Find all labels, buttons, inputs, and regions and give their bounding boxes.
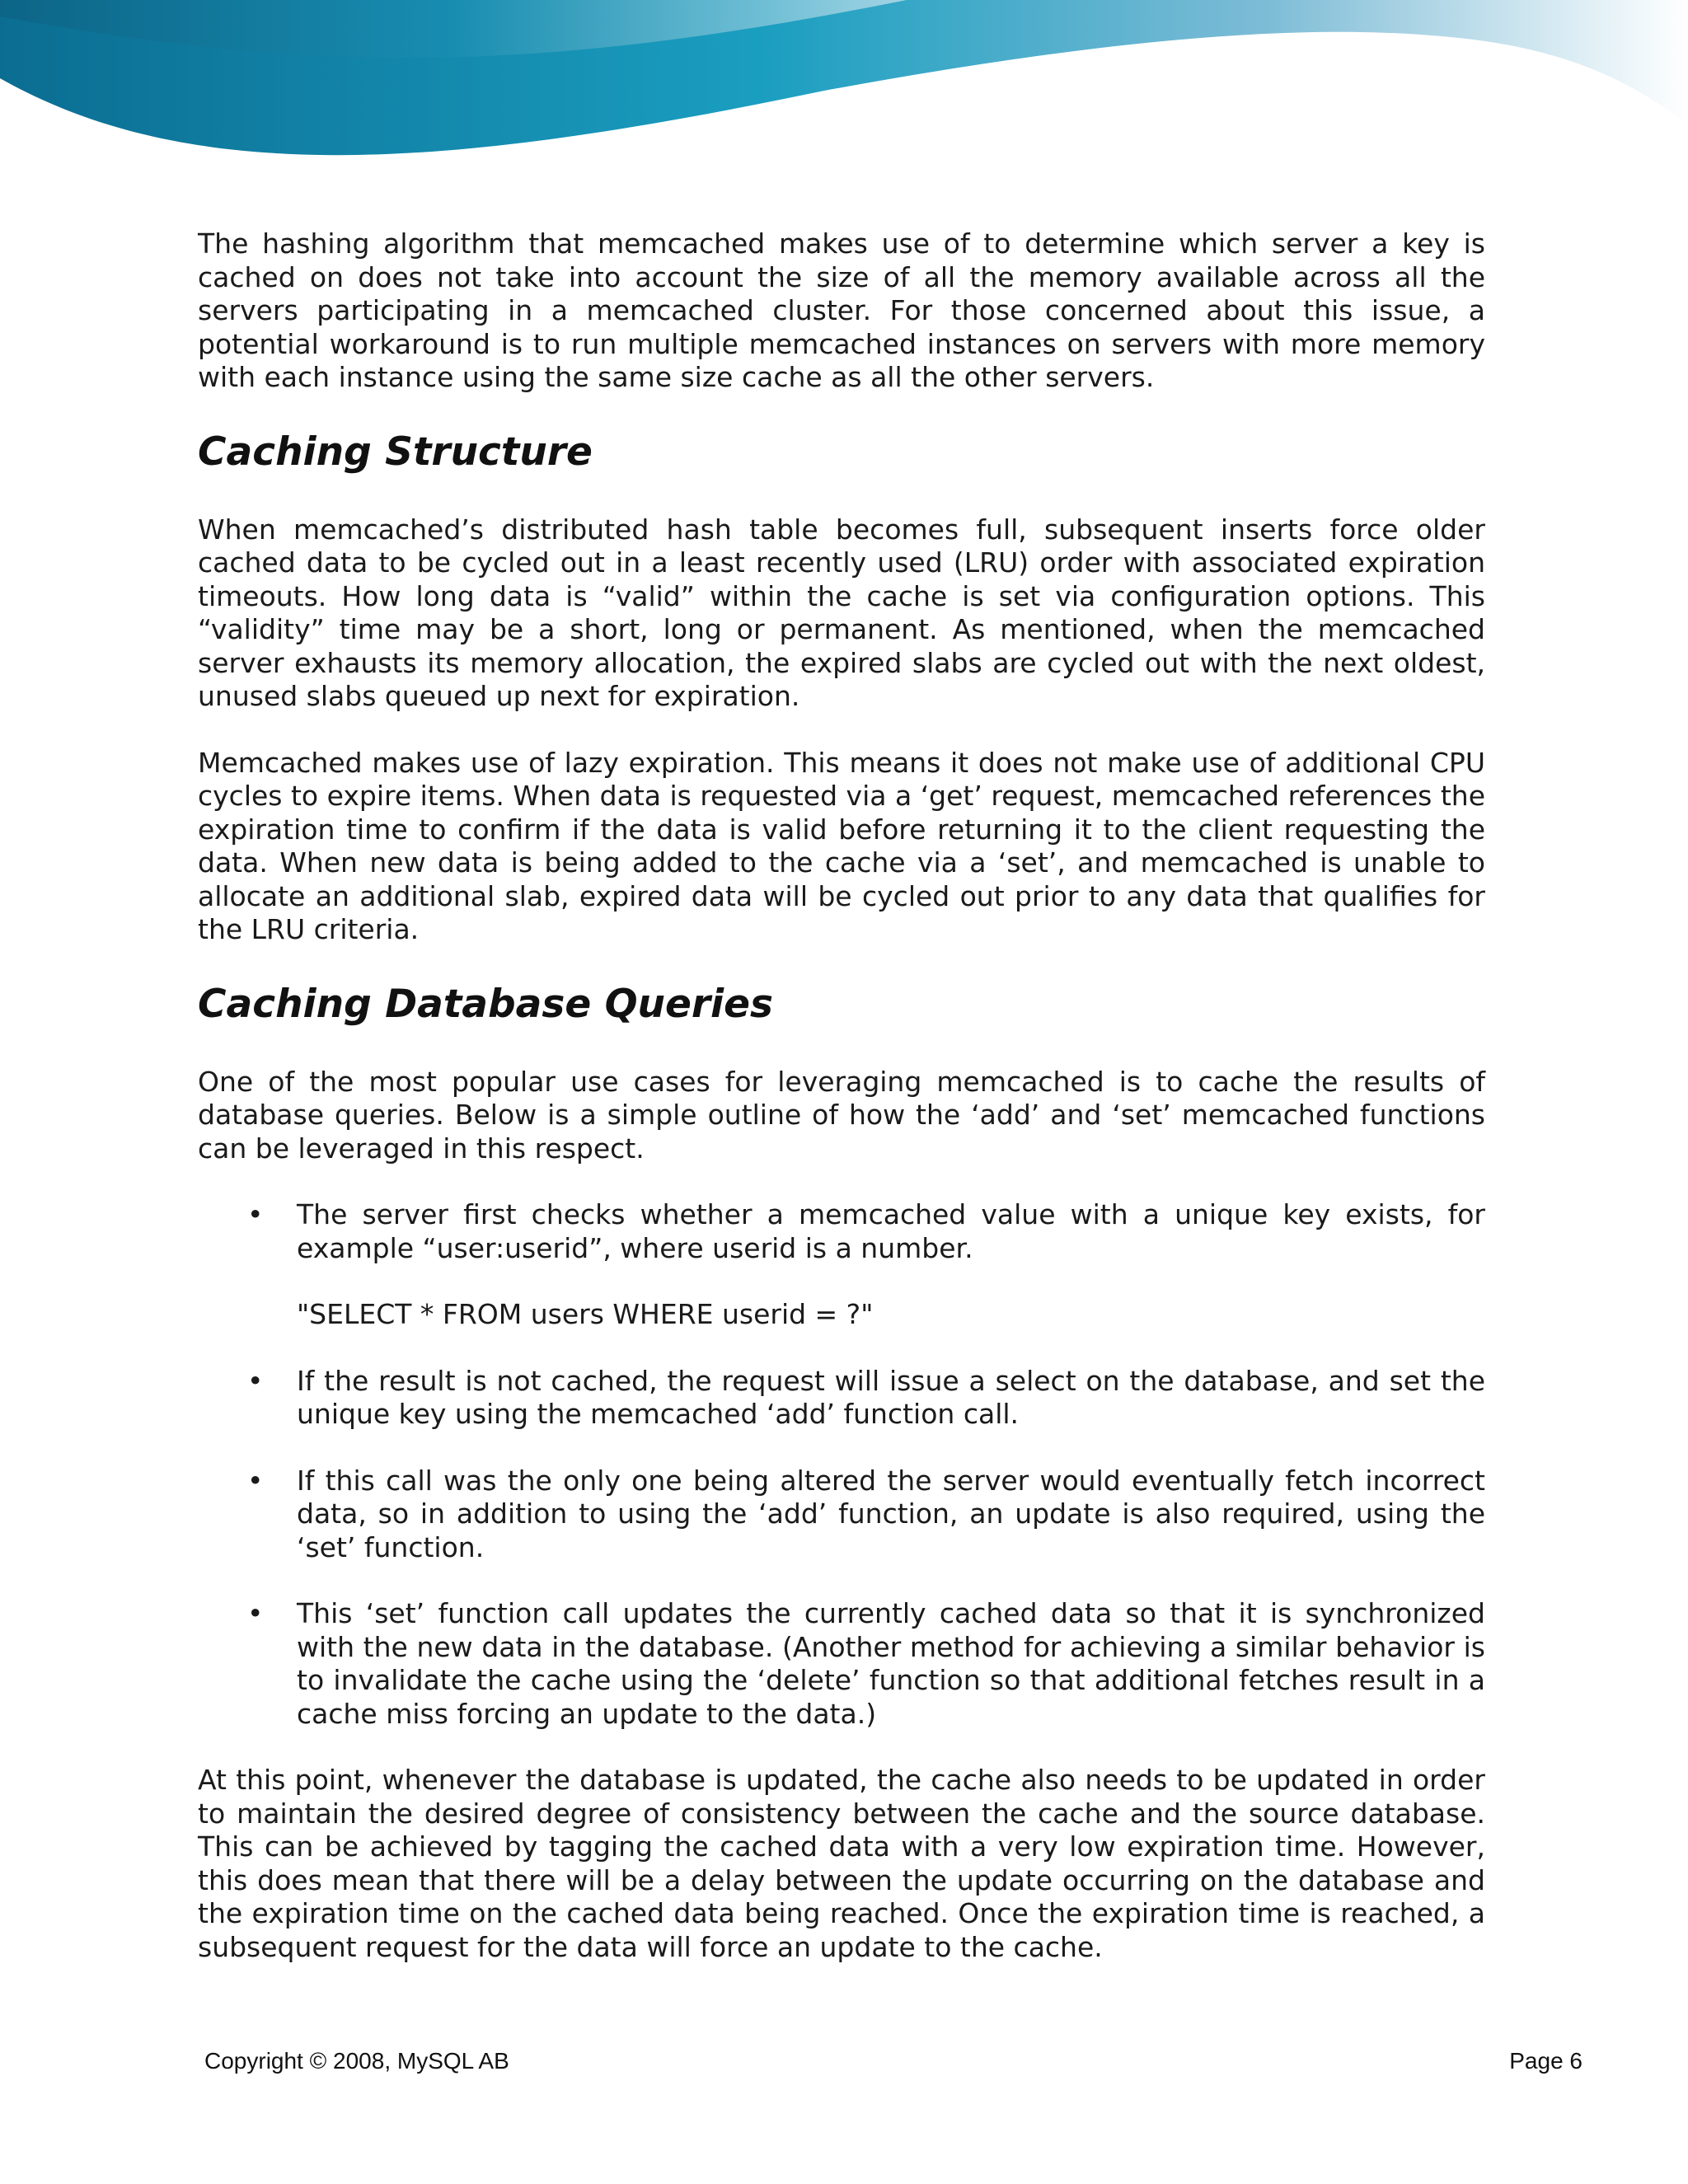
list-item (198, 1365, 1485, 1432)
sql-query-example: "SELECT * FROM users WHERE userid = ?" (297, 1298, 874, 1330)
bullet-text: This ‘set’ function call updates the currently cached data so that it is synchronized with the new data in the database. (Another method for achieving a similar behavior is to invalidate the cache using the ‘delete’ function so that additional fetches result in a cache miss forcing an update to the data.) (297, 1597, 1485, 1730)
bullet-icon: • (247, 1597, 264, 1629)
caching-structure-heading: Caching Structure (198, 429, 593, 475)
bullet-list (198, 1198, 1485, 1731)
caching-database-queries-heading: Caching Database Queries (198, 981, 774, 1027)
header-wave-banner (0, 0, 1688, 165)
caching-database-queries-paragraph-2: At this point, whenever the database is updated, the cache also needs to be updated in order to maintain the desired degree of consistency between the cache and the source database. This can be achieved by tagging the cached data with a very low expiration time. However, this does mean that there will be a delay between the update occurring on the database and the expiration time on the cached data being reached. Once the expiration time is reached, a subsequent request for the data will force an update to the cache. (198, 1764, 1485, 1963)
copyright-notice: Copyright © 2008, MySQL AB (204, 2048, 509, 2074)
caching-database-queries-paragraph-1: One of the most popular use cases for leveraging memcached is to cache the results of database queries. Below is a simple outline of how the ‘add’ and ‘set’ memcached functions can be leveraged in this respect. (198, 1065, 1485, 1165)
list-item (198, 1198, 1485, 1332)
caching-structure-paragraph-2: Memcached makes use of lazy expiration. This means it does not make use of additional CPU cycles to expire items. When data is requested via a ‘get’ request, memcached references the expiration time to confirm if the data is valid before returning it to the client requesting the data. When new data is being added to the cache via a ‘set’, and memcached is unable to allocate an additional slab, expired data will be cycled out prior to any data that qualifies for the LRU criteria. (198, 746, 1485, 945)
bullet-icon: • (247, 1364, 264, 1397)
intro-paragraph: The hashing algorithm that memcached makes use of to determine which server a key is cached on does not take into account the size of all the memory available across all the servers participating in a memcached cluster. For those concerned about this issue, a potential workaround is to run multiple memcached instances on servers with more memory with each instance using the same size cache as all the other servers. (198, 227, 1485, 393)
list-item (198, 1465, 1485, 1565)
page-number: Page 6 (1509, 2048, 1582, 2074)
bullet-icon: • (247, 1464, 264, 1497)
bullet-icon: • (247, 1198, 264, 1230)
bullet-text: If this call was the only one being altered the server would eventually fetch incorrect data, so in addition to using the ‘add’ function, an update is also required, using the ‘set’ function. (297, 1464, 1485, 1563)
document-body (198, 227, 1485, 1997)
bullet-text: The server first checks whether a memcached value with a unique key exists, for example “user:userid”, where userid is a number. (297, 1198, 1485, 1264)
list-item (198, 1597, 1485, 1731)
bullet-text: If the result is not cached, the request will issue a select on the database, and set the unique key using the memcached ‘add’ function call. (297, 1364, 1485, 1430)
caching-structure-paragraph-1: When memcached’s distributed hash table becomes full, subsequent inserts force older cached data to be cycled out in a least recently used (LRU) order with associated expiration timeouts. How long data is “valid” within the cache is set via configuration options. This “validity” time may be a short, long or permanent. As mentioned, when the memcached server exhausts its memory allocation, the expired slabs are cycled out with the next oldest, unused slabs queued up next for expiration. (198, 513, 1485, 712)
